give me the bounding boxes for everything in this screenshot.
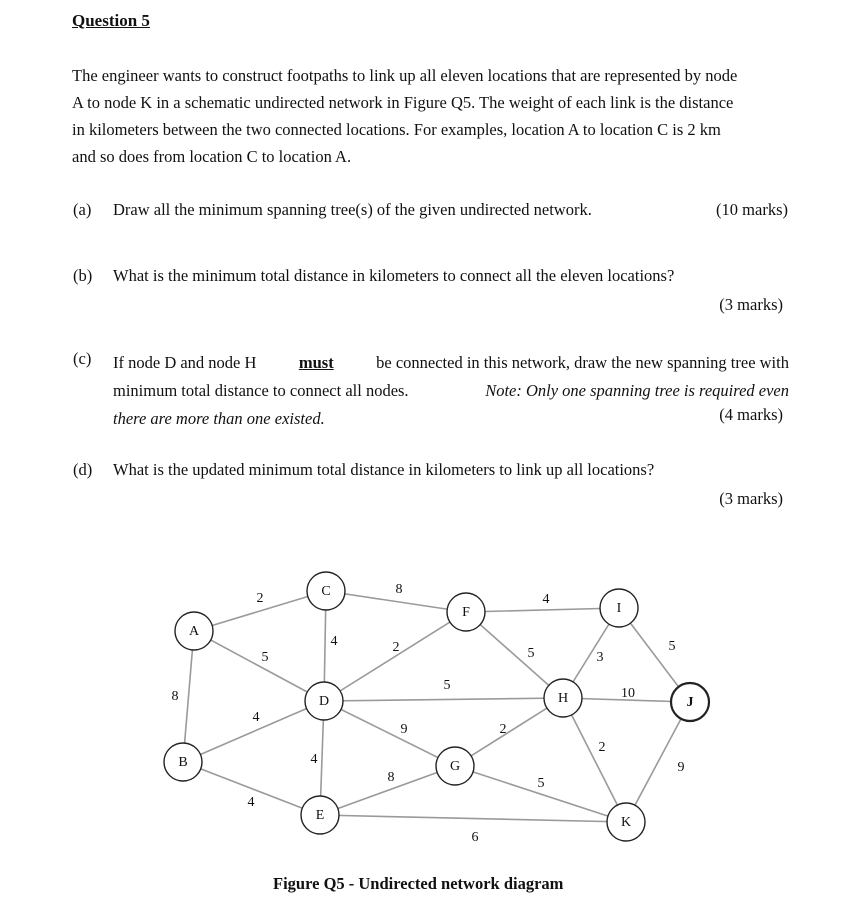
edge-weight-g-h: 2 xyxy=(499,722,507,738)
node-label: K xyxy=(620,815,632,831)
edge-weight-d-e: 4 xyxy=(310,752,318,768)
edge-weight-j-k: 9 xyxy=(677,760,685,776)
edge-weight-d-h: 5 xyxy=(443,678,451,694)
part-a-marks: (10 marks) xyxy=(716,200,788,219)
node-e xyxy=(301,796,339,834)
part-c-note-cont: there are more than one existed. xyxy=(113,409,325,428)
part-c-text-after: be connected in this network, draw the new spanning tree with xyxy=(376,353,789,372)
edge-g-k xyxy=(455,766,626,822)
edge-weight-d-g: 9 xyxy=(400,722,408,738)
edge-d-g xyxy=(324,701,455,766)
node-label: B xyxy=(178,755,188,771)
figure-caption: Figure Q5 - Undirected network diagram xyxy=(273,874,564,893)
part-c-text-before: If node D and node H xyxy=(113,353,257,372)
intro-line: A to node K in a schematic undirected network in Figure Q5. The weight of each link is the distance xyxy=(72,93,734,112)
edge-a-d xyxy=(194,631,324,701)
node-label: A xyxy=(188,624,200,640)
edge-weight-f-i: 4 xyxy=(542,592,550,608)
intro-line: and so does from location C to location A. xyxy=(72,147,352,166)
edge-weight-g-k: 5 xyxy=(537,776,545,792)
edge-weight-i-j: 5 xyxy=(668,639,676,655)
part-c-line2-plain: minimum total distance to connect all nodes. xyxy=(113,381,409,400)
node-k xyxy=(607,803,645,841)
node-label: G xyxy=(449,759,461,775)
node-c xyxy=(307,572,345,610)
part-a-label: (a) xyxy=(73,200,92,219)
edge-a-b xyxy=(183,631,194,762)
edge-d-h xyxy=(324,698,563,701)
part-c-note: Note: Only one spanning tree is required even xyxy=(485,381,789,400)
edge-e-k xyxy=(320,815,626,822)
node-g xyxy=(436,747,474,785)
edge-f-i xyxy=(466,608,619,612)
part-c-label: (c) xyxy=(73,349,92,368)
node-label: E xyxy=(315,808,325,824)
edge-weight-a-d: 5 xyxy=(261,650,269,666)
edge-weight-h-j: 10 xyxy=(621,686,635,702)
node-d xyxy=(305,682,343,720)
node-label: H xyxy=(557,691,569,707)
intro-line: The engineer wants to construct footpaths to link up all eleven locations that are represented by node xyxy=(72,66,738,85)
node-label: F xyxy=(462,605,470,621)
must-emphasis: must xyxy=(298,353,334,372)
edge-weight-e-k: 6 xyxy=(471,830,479,846)
edge-weight-h-k: 2 xyxy=(598,740,606,756)
edge-weight-b-e: 4 xyxy=(247,795,255,811)
part-b-label: (b) xyxy=(73,266,93,285)
part-b-text: What is the minimum total distance in kilometers to connect all the eleven locations? xyxy=(113,266,675,285)
node-label: C xyxy=(321,584,331,600)
node-label: D xyxy=(318,694,330,710)
part-d-text: What is the updated minimum total distance in kilometers to link up all locations? xyxy=(113,460,655,479)
part-a-text: Draw all the minimum spanning tree(s) of the given undirected network. xyxy=(113,200,592,219)
part-c-marks: (4 marks) xyxy=(719,405,783,424)
part-d-marks: (3 marks) xyxy=(719,489,783,508)
nodes-layer xyxy=(164,572,709,841)
edge-weight-c-d: 4 xyxy=(330,634,338,650)
node-f xyxy=(447,593,485,631)
node-i xyxy=(600,589,638,627)
node-a xyxy=(175,612,213,650)
edge-weight-b-d: 4 xyxy=(252,710,260,726)
node-label: I xyxy=(616,601,622,617)
edge-weight-f-h: 5 xyxy=(527,646,535,662)
edge-h-k xyxy=(563,698,626,822)
part-b-marks: (3 marks) xyxy=(719,295,783,314)
edge-weight-c-f: 8 xyxy=(395,582,403,598)
node-b xyxy=(164,743,202,781)
node-j xyxy=(671,683,709,721)
node-label: J xyxy=(686,695,694,711)
edge-weight-d-f: 2 xyxy=(392,640,400,656)
edge-weight-h-i: 3 xyxy=(596,650,604,666)
question-title: Question 5 xyxy=(72,11,150,30)
edge-weight-a-c: 2 xyxy=(256,591,264,607)
edge-weight-a-b: 8 xyxy=(171,689,179,705)
intro-line: in kilometers between the two connected locations. For examples, location A to location C is 2 km xyxy=(72,120,721,139)
node-h xyxy=(544,679,582,717)
edge-weight-e-g: 8 xyxy=(387,770,395,786)
part-d-label: (d) xyxy=(73,460,93,479)
